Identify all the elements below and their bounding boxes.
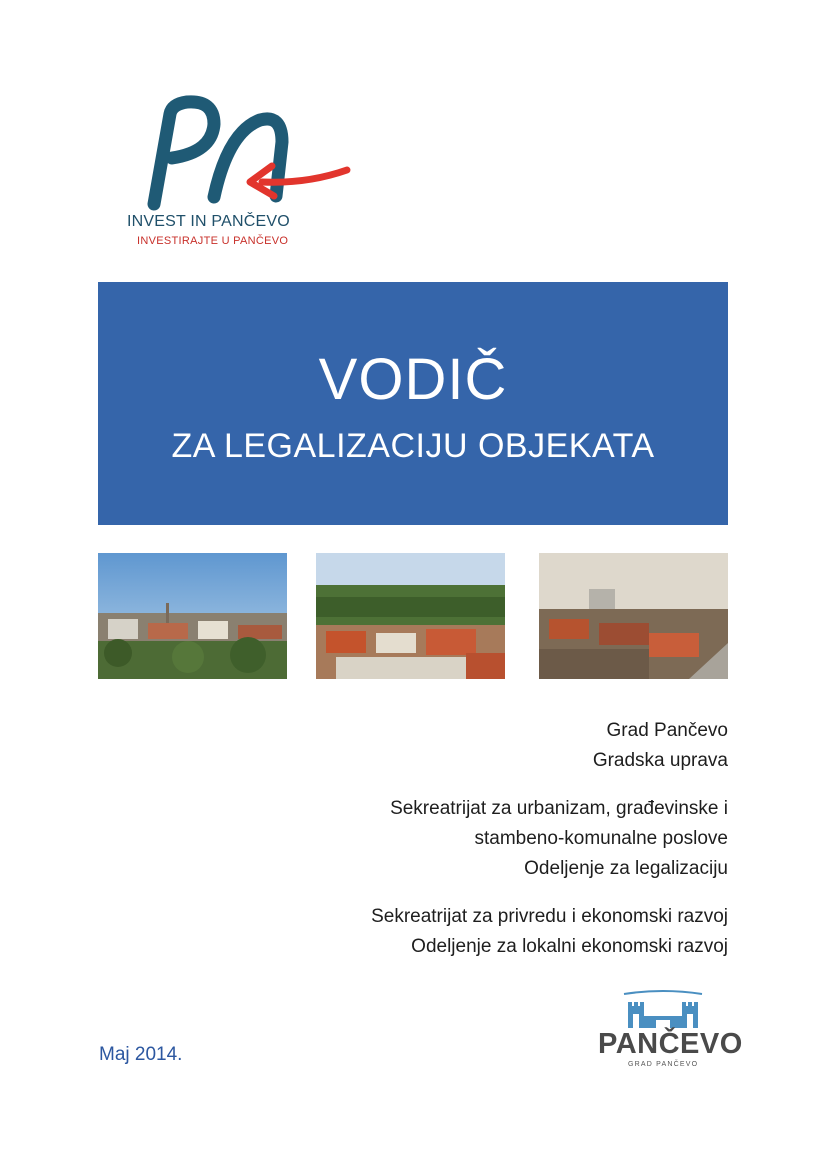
info-department-economic-development: Odeljenje za lokalni ekonomski razvoj: [411, 936, 728, 957]
invest-in-pancevo-logo: [120, 92, 360, 262]
logo-text-primary: INVEST IN PANČEVO: [127, 213, 290, 230]
publication-date: Maj 2014.: [99, 1044, 183, 1065]
organization-info: [228, 716, 728, 962]
document-title: VODIČ: [318, 347, 508, 412]
info-secretariat-economy: Sekreatrijat za privredu i ekonomski razvoj: [371, 906, 728, 927]
pa-logo-mark-icon: [132, 92, 362, 212]
title-banner: [98, 282, 728, 525]
info-department-legalization: Odeljenje za legalizaciju: [524, 858, 728, 879]
city-photo-2: [316, 553, 505, 679]
info-administration: Gradska uprava: [592, 750, 728, 771]
castle-towers-icon: [598, 990, 728, 1030]
city-logo-name: PANČEVO: [598, 1028, 743, 1060]
document-subtitle: ZA LEGALIZACIJU OBJEKATA: [171, 427, 655, 465]
city-logo-subtitle: GRAD PANČEVO: [628, 1061, 699, 1068]
city-photo-1: [98, 553, 287, 679]
pancevo-city-logo: [598, 990, 743, 1070]
info-city: Grad Pančevo: [606, 720, 728, 741]
logo-text-secondary: INVESTIRAJTE U PANČEVO: [137, 235, 289, 247]
info-secretariat-urbanism-cont: stambeno-komunalne poslove: [474, 828, 728, 849]
city-photo-3: [539, 553, 728, 679]
info-secretariat-urbanism: Sekreatrijat za urbanizam, građevinske i: [390, 798, 728, 819]
